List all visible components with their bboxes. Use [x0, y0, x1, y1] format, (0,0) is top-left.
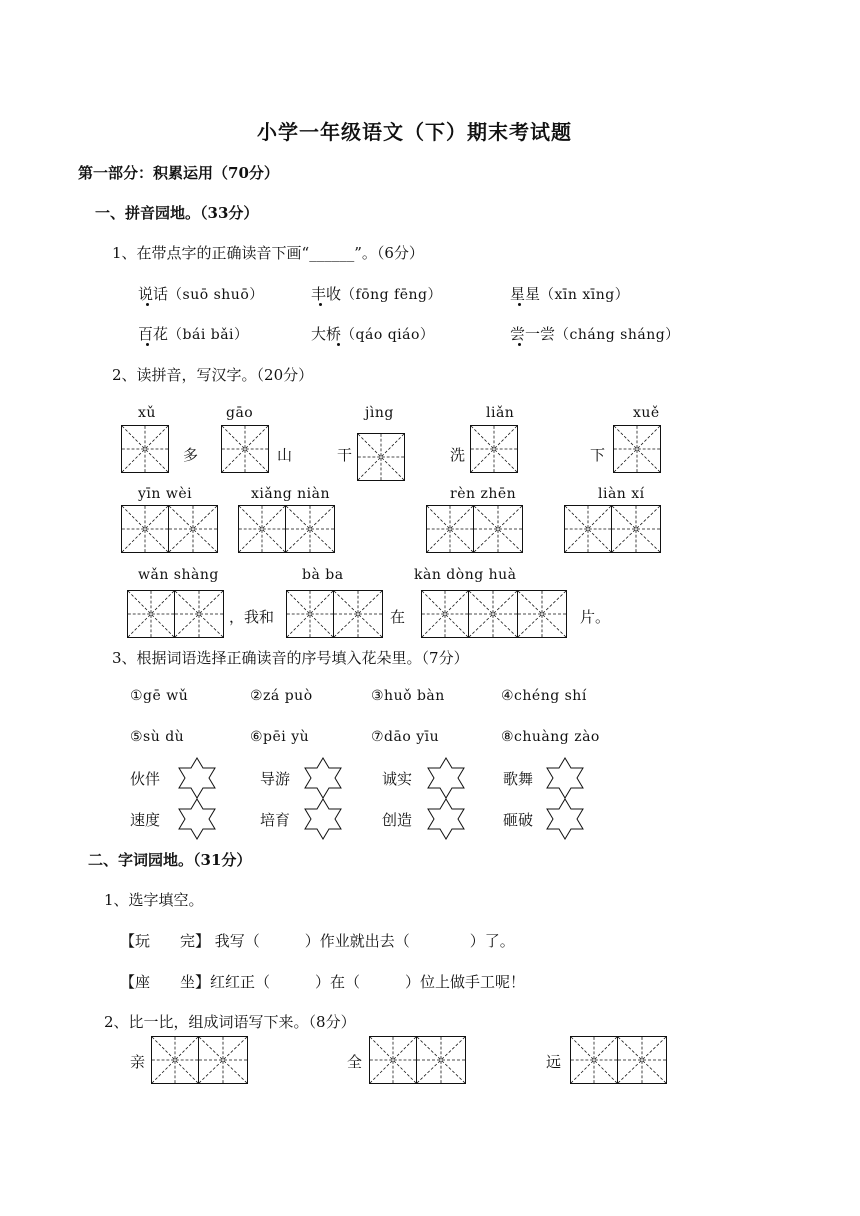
context-char: 洗: [450, 446, 466, 464]
writing-grid[interactable]: [357, 433, 405, 481]
writing-cell[interactable]: [175, 590, 224, 638]
writing-cell[interactable]: [121, 505, 169, 553]
section-heading: 一、拼音园地。（33分）: [95, 204, 259, 222]
compare-char: 亲: [130, 1053, 146, 1071]
pinyin-label: liàn xí: [598, 486, 645, 502]
writing-cell[interactable]: [169, 505, 218, 553]
word-item: 百花（bái bǎi）: [138, 325, 249, 343]
option: ⑧chuàng zào: [501, 729, 600, 745]
writing-cell[interactable]: [238, 505, 286, 553]
writing-cell[interactable]: [417, 1036, 466, 1084]
writing-grid[interactable]: [238, 505, 335, 553]
pinyin-label: wǎn shàng: [138, 567, 219, 583]
word-label: 砸破: [503, 811, 534, 829]
word-item: 说话（suō shuō）: [138, 285, 264, 303]
context-char: 干: [337, 446, 353, 464]
question-prompt: 1、在带点字的正确读音下画“______”。（6分）: [112, 244, 424, 262]
context-char: 下: [590, 446, 606, 464]
writing-cell[interactable]: [470, 425, 518, 473]
writing-cell[interactable]: [570, 1036, 618, 1084]
emphasis-dot: [518, 343, 521, 346]
pinyin-label: jìng: [365, 405, 394, 421]
question-prompt: 2、比一比，组成词语写下来。（8分）: [104, 1013, 356, 1031]
word-label: 诚实: [382, 770, 413, 788]
context-char: 山: [277, 446, 293, 464]
flower-star-icon[interactable]: [543, 756, 587, 800]
writing-grid[interactable]: [121, 505, 218, 553]
writing-cell[interactable]: [421, 590, 469, 638]
section-heading: 二、字词园地。（31分）: [88, 851, 252, 869]
pinyin-label: xuě: [633, 405, 660, 421]
context-text: 在: [390, 608, 406, 626]
emphasis-dot: [337, 343, 340, 346]
context-char: 多: [183, 446, 199, 464]
writing-grid[interactable]: [369, 1036, 466, 1084]
pinyin-label: yīn wèi: [138, 486, 193, 502]
writing-cell[interactable]: [426, 505, 474, 553]
writing-grid[interactable]: [570, 1036, 667, 1084]
writing-grid[interactable]: [121, 425, 169, 473]
pinyin-label: bà ba: [302, 567, 344, 583]
emphasis-dot: [319, 303, 322, 306]
writing-cell[interactable]: [127, 590, 175, 638]
word-label: 创造: [382, 811, 413, 829]
flower-star-icon[interactable]: [301, 756, 345, 800]
word-label: 培育: [260, 811, 291, 829]
writing-cell[interactable]: [469, 590, 518, 638]
writing-cell[interactable]: [612, 505, 661, 553]
option: ⑥pēi yù: [250, 729, 310, 745]
word-label: 伙伴: [130, 770, 161, 788]
writing-cell[interactable]: [518, 590, 567, 638]
word-item: 星星（xīn xīng）: [510, 285, 630, 303]
writing-grid[interactable]: [286, 590, 383, 638]
writing-cell[interactable]: [474, 505, 523, 553]
word-label: 歌舞: [503, 770, 534, 788]
writing-grid[interactable]: [426, 505, 523, 553]
option: ⑤sù dù: [130, 729, 185, 745]
option: ③huǒ bàn: [371, 688, 445, 704]
writing-cell[interactable]: [121, 425, 169, 473]
word-item: 大桥（qáo qiáo）: [311, 325, 435, 343]
question-prompt: 3、根据词语选择正确读音的序号填入花朵里。（7分）: [112, 649, 469, 667]
writing-cell[interactable]: [618, 1036, 667, 1084]
writing-cell[interactable]: [369, 1036, 417, 1084]
context-text: ，我和: [229, 608, 275, 626]
pinyin-label: rèn zhēn: [450, 486, 517, 502]
writing-grid[interactable]: [564, 505, 661, 553]
writing-cell[interactable]: [286, 505, 335, 553]
writing-cell[interactable]: [564, 505, 612, 553]
emphasis-dot: [518, 303, 521, 306]
part-heading: 第一部分：积累运用（70分）: [78, 164, 279, 182]
fill-line: 【座 坐】红红正（ ）在（ ）位上做手工呢！: [120, 973, 526, 991]
word-item: 尝一尝（cháng sháng）: [510, 325, 680, 343]
question-prompt: 1、选字填空。: [104, 891, 204, 909]
option: ④chéng shí: [501, 688, 587, 704]
writing-grid[interactable]: [221, 425, 269, 473]
writing-cell[interactable]: [151, 1036, 199, 1084]
writing-grid[interactable]: [613, 425, 661, 473]
flower-star-icon[interactable]: [424, 797, 468, 841]
word-label: 速度: [130, 811, 161, 829]
option: ②zá può: [250, 688, 313, 704]
word-item: 丰收（fōng fēng）: [311, 285, 442, 303]
flower-star-icon[interactable]: [301, 797, 345, 841]
compare-char: 全: [347, 1053, 363, 1071]
writing-grid[interactable]: [421, 590, 567, 638]
writing-cell[interactable]: [286, 590, 334, 638]
pinyin-label: liǎn: [486, 405, 515, 421]
writing-cell[interactable]: [613, 425, 661, 473]
emphasis-dot: [146, 303, 149, 306]
fill-line: 【玩 完】 我写（ ）作业就出去（ ）了。: [120, 932, 515, 950]
emphasis-dot: [146, 343, 149, 346]
pinyin-label: kàn dòng huà: [414, 567, 517, 583]
pinyin-label: xiǎng niàn: [251, 486, 331, 502]
compare-char: 远: [546, 1053, 562, 1071]
flower-star-icon[interactable]: [175, 797, 219, 841]
question-prompt: 2、读拼音，写汉字。（20分）: [112, 366, 314, 384]
writing-grid[interactable]: [127, 590, 224, 638]
page-title: 小学一年级语文（下）期末考试题: [257, 120, 572, 144]
option: ①gē wǔ: [130, 688, 189, 704]
writing-cell[interactable]: [199, 1036, 248, 1084]
writing-cell[interactable]: [334, 590, 383, 638]
writing-grid[interactable]: [470, 425, 518, 473]
word-label: 导游: [260, 770, 291, 788]
flower-star-icon[interactable]: [424, 756, 468, 800]
option: ⑦dāo yīu: [371, 729, 440, 745]
writing-cell[interactable]: [357, 433, 405, 481]
pinyin-label: gāo: [226, 405, 254, 421]
writing-cell[interactable]: [221, 425, 269, 473]
pinyin-label: xǔ: [138, 405, 156, 421]
flower-star-icon[interactable]: [175, 756, 219, 800]
context-text: 片。: [580, 608, 611, 626]
writing-grid[interactable]: [151, 1036, 248, 1084]
flower-star-icon[interactable]: [543, 797, 587, 841]
